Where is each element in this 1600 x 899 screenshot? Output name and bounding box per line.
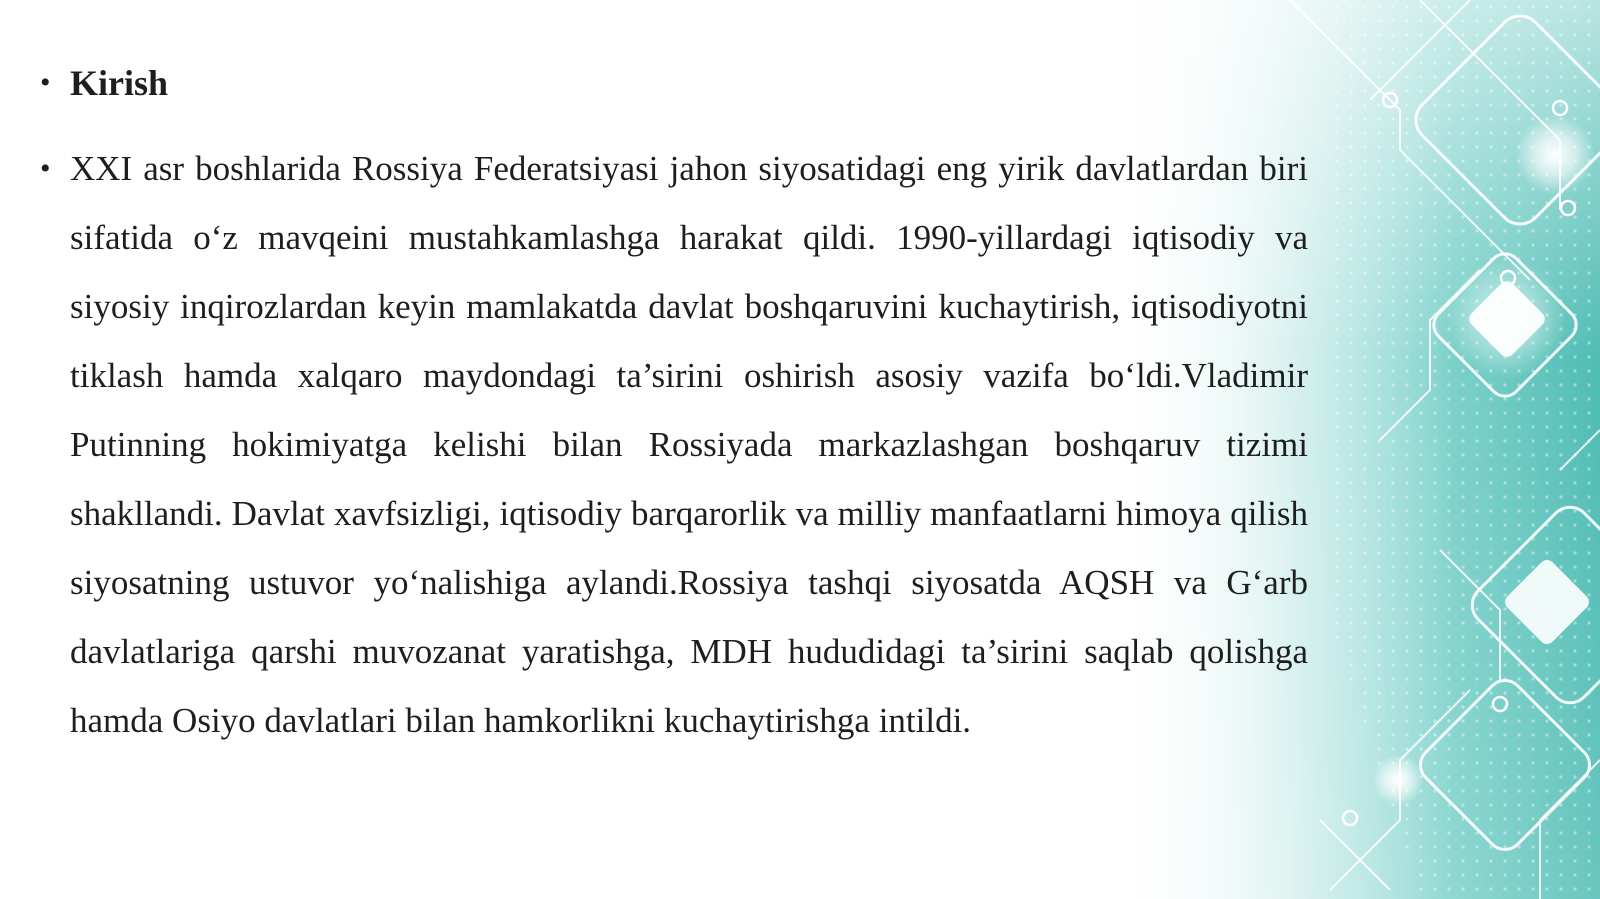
slide-content (40, 52, 1308, 755)
body-paragraph: XXI asr boshlarida Rossiya Federatsiyasi jahon siyosatidagi eng yirik davlatlardan biri sifatida o‘z mavqeini mustahkamlashga harakat qildi. 1990-yillardagi iqtisodiy va siyosiy inqirozlardan keyin mamlakatda davlat boshqaruvini kuchaytirish, iqtisodiyotni tiklash hamda xalqaro maydondagi ta’sirini oshirish asosiy vazifa bo‘ldi.Vladimir Putinning hokimiyatga kelishi bilan Rossiyada markazlashgan boshqaruv tizimi shakllandi. Davlat xavfsizligi, iqtisodiy barqarorlik va milliy manfaatlarni himoya qilish siyosatning ustuvor yo‘nalishiga aylandi.Rossiya tashqi siyosatda AQSH va G‘arb davlatlariga qarshi muvozanat yaratishga, MDH hududidagi ta’sirini saqlab qolishga hamda Osiyo davlatlari bilan hamkorlikni kuchaytirishga intildi. (70, 149, 1308, 740)
slide-heading: Kirish (70, 63, 169, 103)
bullet-icon: • (40, 152, 51, 185)
heading-bullet-item (40, 52, 1308, 114)
bullet-icon: • (40, 66, 51, 99)
paragraph-bullet-item (40, 134, 1308, 755)
